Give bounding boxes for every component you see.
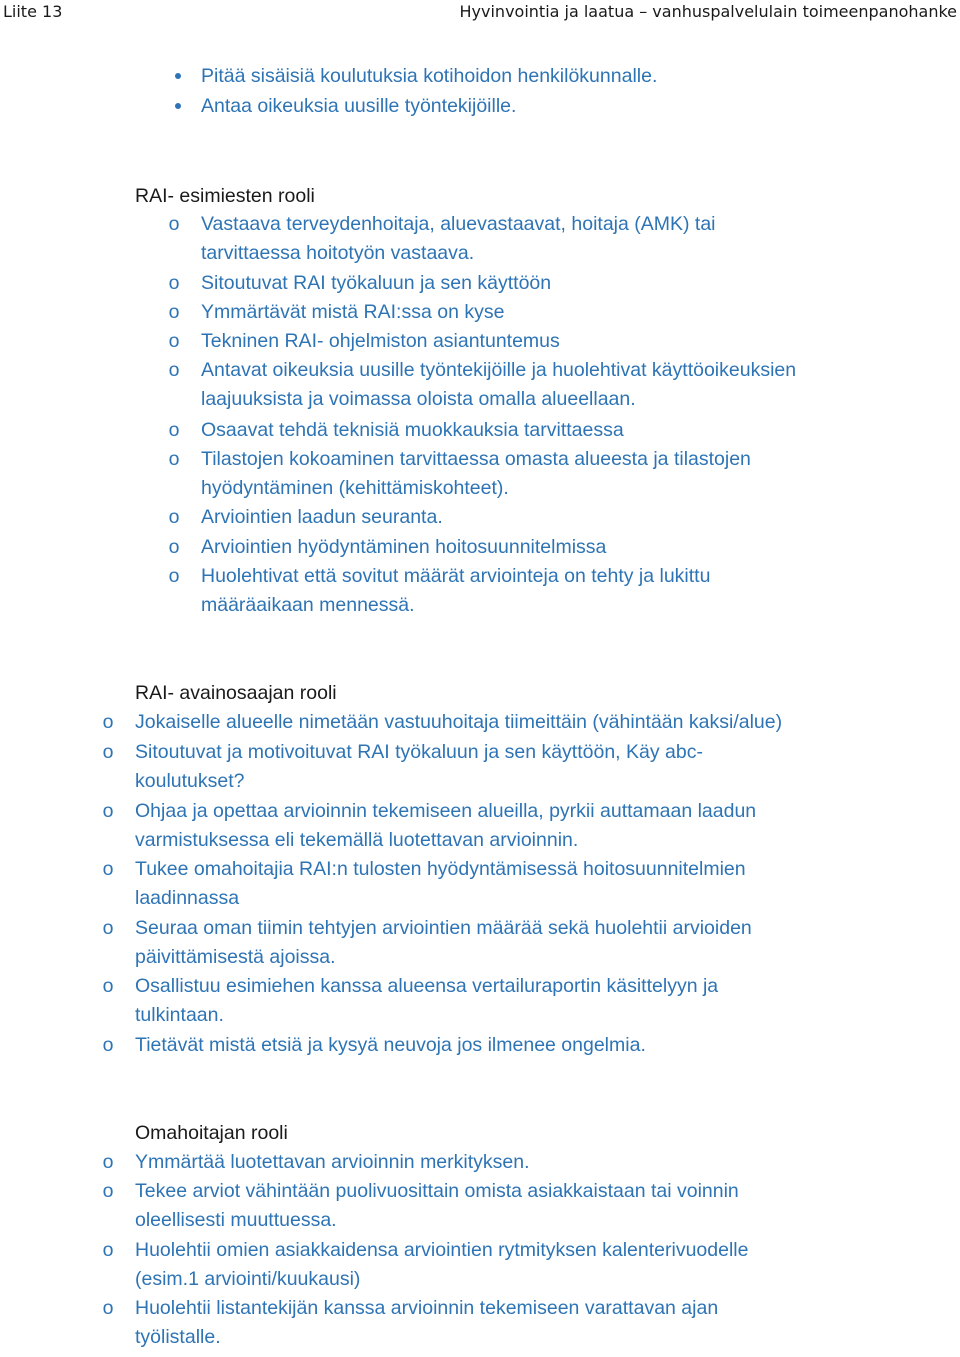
list-item-text: päivittämisestä ajoissa. [135,946,336,969]
list-marker: o [102,1180,114,1202]
list-marker: o [168,536,180,558]
list-marker: o [168,448,180,470]
page-header [0,0,960,26]
list-marker: o [102,1151,114,1173]
list-item-text: hyödyntäminen (kehittämiskohteet). [201,477,509,500]
list-item-text: Sitoutuvat ja motivoituvat RAI työkaluun ja sen käyttöön, Käy abc- [135,741,703,763]
list-marker: o [102,1297,114,1319]
list-item-text: varmistuksessa eli tekemällä luotettavan arvioinnin. [135,829,579,852]
list-item-text: oleellisesti muuttuessa. [135,1209,337,1232]
list-item-text: (esim.1 arviointi/kuukausi) [135,1268,361,1291]
bullet-dot [175,73,181,79]
list-marker: o [102,1034,114,1056]
list-marker: o [102,1239,114,1261]
list-item-text: Huolehtii listantekijän kanssa arvioinnin tekemiseen varattavan ajan [135,1297,719,1319]
intro-bullet-text: Pitää sisäisiä koulutuksia kotihoidon henkilökunnalle. [201,65,658,87]
list-item-text: Antavat oikeuksia uusille työntekijöille ja huolehtivat käyttöoikeuksien [201,359,797,381]
section-heading-esimiehet: RAI- esimiesten rooli [135,185,315,207]
list-item-text: Tilastojen kokoaminen tarvittaessa omasta alueesta ja tilastojen [201,448,751,470]
list-marker: o [102,711,114,733]
list-item-text: Seuraa oman tiimin tehtyjen arviointien määrää sekä huolehtii arvioiden [135,917,752,939]
list-marker: o [102,741,114,763]
list-item-text: tarvittaessa hoitotyön vastaava. [201,242,475,265]
list-marker: o [168,330,180,352]
list-item-text: Arviointien hyödyntäminen hoitosuunnitelmissa [201,536,607,558]
list-item-text: Huolehtii omien asiakkaidensa arviointien rytmityksen kalenterivuodelle [135,1239,749,1261]
list-item-text: työlistalle. [135,1326,221,1349]
list-item-text: laajuuksista ja voimassa oloista omalla alueellaan. [201,388,636,411]
list-item-text: määräaikaan mennessä. [201,594,415,617]
list-item-text: Sitoutuvat RAI työkaluun ja sen käyttöön [201,272,552,294]
list-item-text: Vastaava terveydenhoitaja, aluevastaavat, hoitaja (AMK) tai [201,213,716,235]
list-marker: o [168,419,180,441]
list-marker: o [168,301,180,323]
list-marker: o [102,917,114,939]
list-item-text: Osallistuu esimiehen kanssa alueensa vertailuraportin käsittelyyn ja [135,975,719,997]
list-marker: o [102,975,114,997]
list-marker: o [102,800,114,822]
list-item-text: tulkintaan. [135,1004,224,1027]
list-item-text: Osaavat tehdä teknisiä muokkauksia tarvittaessa [201,419,624,441]
list-marker: o [168,213,180,235]
list-item-text: laadinnassa [135,887,240,910]
intro-bullet-text: Antaa oikeuksia uusille työntekijöille. [201,95,517,117]
list-item-text: Huolehtivat että sovitut määrät arviointeja on tehty ja lukittu [201,565,711,587]
list-item-text: Tekninen RAI- ohjelmiston asiantuntemus [201,330,560,352]
list-item-text: Jokaiselle alueelle nimetään vastuuhoitaja tiimeittäin (vähintään kaksi/alue) [135,711,783,733]
document-title: Hyvinvointia ja laatua – vanhuspalvelulain toimeenpanohanke [459,2,957,21]
list-item-text: koulutukset? [135,770,245,793]
list-marker: o [168,272,180,294]
list-item-text: Ymmärtää luotettavan arvioinnin merkityksen. [135,1151,530,1173]
list-marker: o [168,359,180,381]
list-item-text: Ymmärtävät mistä RAI:ssa on kyse [201,301,505,323]
list-item-text: Tukee omahoitajia RAI:n tulosten hyödyntämisessä hoitosuunnitelmien [135,858,746,880]
list-marker: o [102,858,114,880]
section-heading-omahoitaja: Omahoitajan rooli [135,1122,288,1144]
bullet-dot [175,103,181,109]
list-item-text: Ohjaa ja opettaa arvioinnin tekemiseen alueilla, pyrkii auttamaan laadun [135,800,757,822]
list-item-text: Tekee arviot vähintään puolivuosittain omista asiakkaistaan tai voinnin [135,1180,739,1202]
list-item-text: Arviointien laadun seuranta. [201,506,443,528]
list-marker: o [168,506,180,528]
page-label: Liite 13 [3,2,63,21]
list-marker: o [168,565,180,587]
list-item-text: Tietävät mistä etsiä ja kysyä neuvoja jos ilmenee ongelmia. [135,1034,646,1056]
section-heading-avainosaaja: RAI- avainosaajan rooli [135,682,337,704]
